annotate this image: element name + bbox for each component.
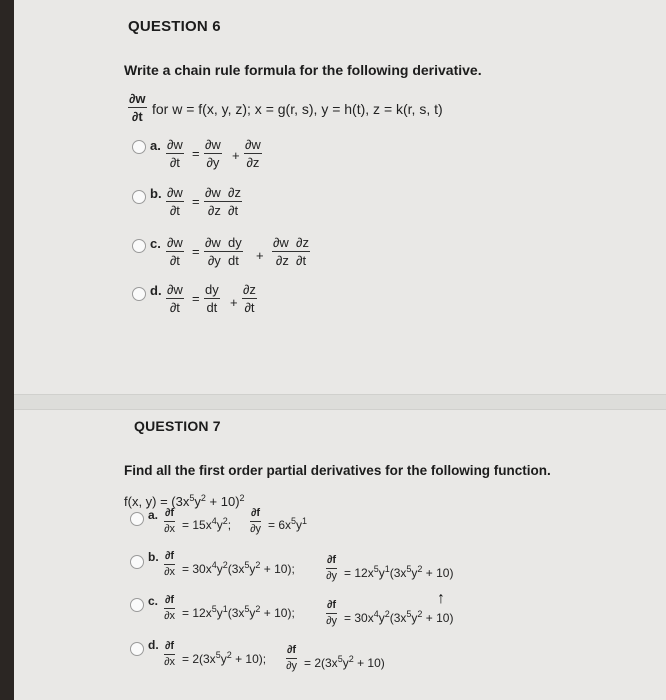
q7d-dfdx: $\frac{\partial f}{\partial x}$ [164,640,176,668]
q6c-lhs: $\frac{\partial w}{\partial t}$ [167,235,183,268]
q6a-lhs: $\frac{\partial w}{\partial t}$ [167,137,183,170]
q7-option-d-label: d. [148,638,159,652]
q7b-fy: = $12x^5y^1(3x^5y^2 + 10)$ [344,564,454,580]
q6b-eq: = [192,194,200,209]
q7-option-b-label: b. [148,550,159,564]
question-6-prompt: Write a chain rule formula for the following derivative. [124,62,482,78]
q7c-fy: = $30x^4y^2(3x^5y^2 + 10)$ [344,609,454,625]
given-fraction: $\frac{\partial w}{\partial t}$ [129,91,146,124]
q7a-dfdx: $\frac{\partial f}{\partial x}$ [164,507,176,535]
q6b-term1: $\frac{\partial w \partial z}{\partial z \partial t}$ [205,185,241,218]
q6-option-a-label: a. [150,138,161,153]
q7b-dfdy: $\frac{\partial f}{\partial y}$ [326,554,338,582]
q6a-plus: + [232,148,240,163]
q7b-fx: = $30x^4y^2(3x^5y^2 + 10)$; [182,560,295,576]
q6a-eq: = [192,146,200,161]
q7c-dfdy: $\frac{\partial f}{\partial y}$ [326,599,338,627]
q6-option-b-radio[interactable] [132,190,146,204]
question-6-title: QUESTION 6 [128,18,221,35]
q7-option-c-radio[interactable] [130,598,144,612]
q6c-eq: = [192,244,200,259]
q6c-term1: $\frac{\text{∂w dy}}{\text{∂y dt}}$ [205,235,242,268]
q6d-eq: = [192,291,200,306]
q6-option-c-radio[interactable] [132,239,146,253]
q6d-plus: + [230,295,238,310]
q7-option-d-radio[interactable] [130,642,144,656]
q7b-dfdx: $\frac{\partial f}{\partial x}$ [164,550,176,578]
q6b-lhs: $\frac{\partial w}{\partial t}$ [167,185,183,218]
q6a-term2: $\frac{\partial w}{\partial z}$ [245,137,261,170]
q7-option-b-radio[interactable] [130,555,144,569]
q6-option-d-radio[interactable] [132,287,146,301]
q6-option-c-label: c. [150,236,161,251]
given-definitions: for w = f(x, y, z); x = g(r, s), y = h(t), z = k(r, s, t) [152,101,443,117]
q6-option-b-label: b. [150,186,162,201]
question-separator [14,394,666,410]
q7a-dfdy: $\frac{\partial f}{\partial y}$ [250,507,262,535]
mouse-cursor-icon: ↑ [437,590,445,607]
q6d-term2: $\frac{\partial z}{\partial t}$ [243,282,256,315]
q7-option-c-label: c. [148,594,159,608]
q6d-term1: $\frac{dy}{dt}$ [205,282,219,315]
q7d-fy: = $2(3x^5y^2 + 10)$ [304,654,385,670]
q7-option-a-radio[interactable] [130,512,144,526]
q6-option-a-radio[interactable] [132,140,146,154]
question-7-title: QUESTION 7 [134,418,221,434]
q7d-dfdy: $\frac{\partial f}{\partial y}$ [286,644,298,672]
q7c-fx: = $12x^5y^1(3x^5y^2 + 10)$; [182,604,295,620]
q6c-term2: $\frac{\partial w \partial z}{\partial z \partial t}$ [273,235,309,268]
q6c-plus: + [256,248,264,263]
q7a-fy: = $6x^5y^1$ [268,516,308,532]
q6d-lhs: $\frac{\partial w}{\partial t}$ [167,282,183,315]
q7-option-a-label: a. [148,508,159,522]
q6a-term1: $\frac{\partial w}{\partial y}$ [205,137,221,170]
q7a-fx: = $15x^4y^2$; [182,516,232,532]
q7c-dfdx: $\frac{\partial f}{\partial x}$ [164,594,176,622]
q6-option-d-label: d. [150,283,162,298]
q7d-fx: = $2(3x^5y^2 + 10)$; [182,650,267,666]
question-7-prompt: Find all the first order partial derivatives for the following function. [124,463,551,478]
function-definition: f(x, $y) = (3x^5y^2 + 10)^2$ [124,493,245,509]
